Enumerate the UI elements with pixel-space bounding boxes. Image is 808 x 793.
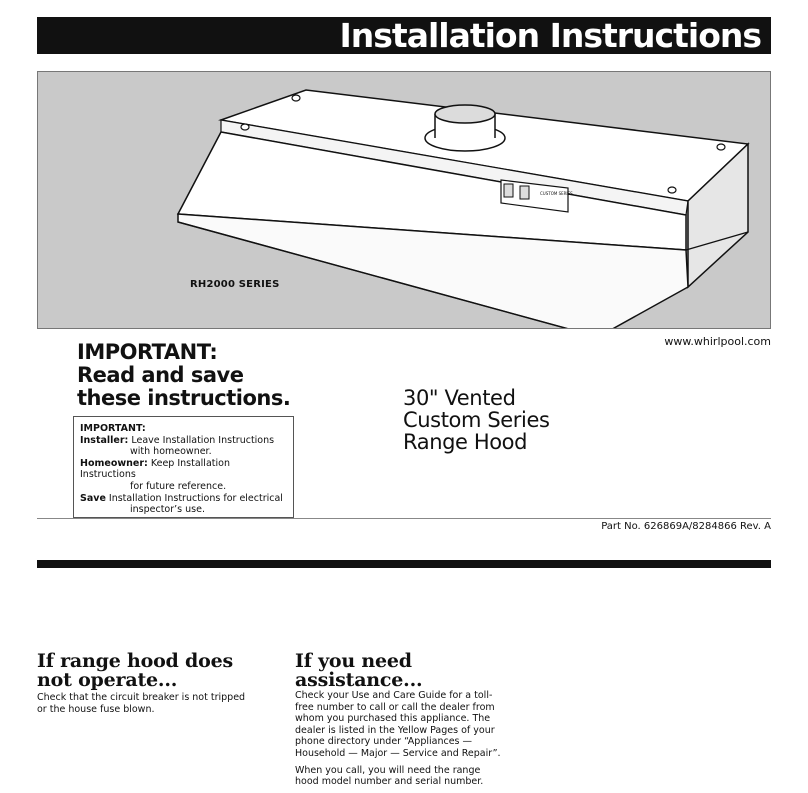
range-hood-illustration	[37, 71, 771, 329]
important-notice-box	[73, 416, 294, 518]
notice-save	[80, 493, 287, 505]
important-heading-line: these instructions.	[77, 386, 291, 410]
notice-save-text: Installation Instructions for electrical	[105, 492, 283, 504]
product-title	[403, 387, 550, 453]
important-heading-line: Read and save	[77, 363, 244, 387]
notice-installer-text-cont: with homeowner.	[130, 446, 212, 458]
notice-save-text-cont: inspector’s use.	[130, 504, 205, 516]
assistance-paragraph-1	[295, 690, 501, 760]
product-title-line: Custom Series	[403, 408, 550, 432]
page-title: Installation Instructions	[339, 16, 761, 55]
assistance-body	[295, 690, 501, 793]
assistance-paragraph-2	[295, 765, 501, 788]
product-title-line: Range Hood	[403, 430, 528, 454]
notice-homeowner-label: Homeowner:	[80, 457, 148, 469]
product-title-line: 30" Vented	[403, 386, 516, 410]
range-hood-drawing	[38, 72, 771, 329]
important-heading	[77, 341, 290, 410]
body-line: Check that the circuit breaker is not tripped	[37, 692, 246, 703]
control-label: CUSTOM SERIES	[540, 191, 573, 196]
heading-line: assistance...	[295, 669, 423, 691]
notice-homeowner-text: Keep Installation Instructions	[80, 457, 230, 481]
body-line: free number to call or call the dealer from	[295, 701, 495, 713]
body-line: Household — Major — Service and Repair”.	[295, 747, 501, 759]
notice-installer-label: Installer:	[80, 434, 129, 446]
body-line: Check your Use and Care Guide for a toll-	[295, 690, 493, 701]
heading-line: not operate...	[37, 669, 178, 691]
notice-installer-text: Leave Installation Instructions	[128, 434, 275, 446]
body-line: dealer is listed in the Yellow Pages of your	[295, 724, 495, 736]
notice-title: IMPORTANT:	[80, 423, 146, 434]
website-url: www.whirlpool.com	[664, 335, 771, 348]
not-operate-body	[37, 692, 245, 715]
notice-homeowner-text-cont: for future reference.	[130, 480, 227, 492]
divider	[37, 518, 771, 519]
body-line: When you call, you will need the range	[295, 764, 481, 776]
series-label: RH2000 SERIES	[190, 279, 280, 290]
part-number: Part No. 626869A/8284866 Rev. A	[601, 521, 771, 532]
body-line: phone directory under “Appliances —	[295, 736, 473, 748]
heading-line: If range hood does	[37, 650, 234, 672]
section-divider	[37, 560, 771, 568]
body-line: hood model number and serial number.	[295, 776, 484, 788]
assistance-heading	[295, 652, 422, 690]
body-line: whom you purchased this appliance. The	[295, 713, 491, 725]
heading-line: If you need	[295, 650, 412, 672]
notice-installer	[80, 435, 287, 447]
header-bar	[37, 17, 771, 54]
body-line: or the house fuse blown.	[37, 703, 155, 715]
notice-homeowner	[80, 458, 287, 481]
important-heading-line: IMPORTANT:	[77, 340, 218, 364]
not-operate-heading	[37, 652, 233, 690]
notice-save-label: Save	[80, 492, 106, 504]
